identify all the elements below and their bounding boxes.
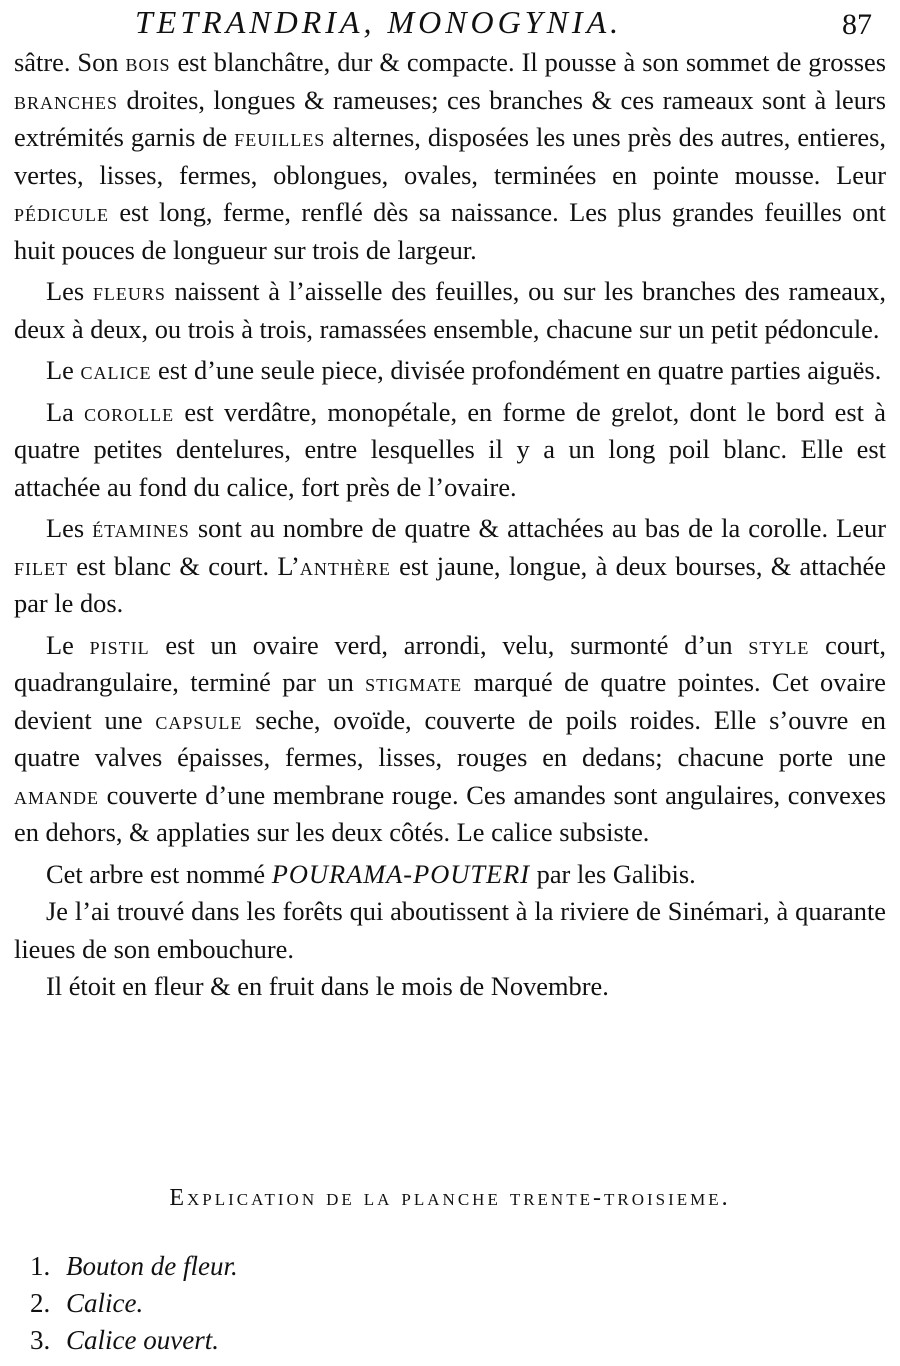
paragraph bbox=[14, 352, 886, 390]
legend-number: 3. bbox=[30, 1325, 51, 1355]
text-run: est verdâtre, monopétale, en forme de grelot, dont le bord est à quatre petites dentelures, entre lesquelles il y a un long poil blanc. Elle est attachée au fond du calice, fort près de l’ovaire. bbox=[14, 396, 886, 502]
section-heading: Explication de la planche trente-troisieme. bbox=[169, 1185, 731, 1211]
legend-item bbox=[30, 1322, 238, 1359]
text-run: droites, longues & rameuses; ces branches & ces rameaux sont à leurs extrémités garnis de bbox=[14, 84, 886, 152]
legend-text: Calice. bbox=[66, 1288, 144, 1318]
text-run: Les bbox=[46, 276, 93, 306]
paragraph bbox=[14, 968, 886, 1006]
text-run: court, quadrangulaire, terminé par un bbox=[14, 629, 886, 697]
paragraph bbox=[14, 856, 886, 894]
page-number: 87 bbox=[842, 8, 872, 41]
text-run: alternes, disposées les unes près des autres, entieres, vertes, lisses, fermes, oblongues, ovales, terminées en pointe mousse. Leur bbox=[14, 122, 886, 190]
term-small-caps: amande bbox=[14, 779, 99, 810]
text-run: est d’une seule piece, divisée profondément en quatre parties aiguës. bbox=[151, 355, 882, 385]
text-run: Le bbox=[46, 355, 81, 385]
running-head bbox=[0, 4, 900, 44]
running-head-title: TETRANDRIA, MONOGYNIA. bbox=[135, 4, 623, 40]
legend-number: 2. bbox=[30, 1288, 51, 1318]
term-small-caps: pédicule bbox=[14, 197, 109, 227]
legend-text: Bouton de fleur. bbox=[66, 1251, 238, 1281]
plate-legend bbox=[30, 1248, 238, 1359]
paragraph bbox=[14, 627, 886, 852]
term-small-caps: étamines bbox=[92, 513, 190, 543]
term-small-caps: style bbox=[748, 629, 810, 660]
paragraph bbox=[14, 893, 886, 968]
text-run: est blanc & court. L’ bbox=[68, 550, 300, 581]
text-run: par les Galibis. bbox=[530, 858, 696, 889]
term-italic: POURAMA-POUTERI bbox=[271, 858, 531, 889]
text-run: est jaune, longue, à deux bourses, & attachée par le dos. bbox=[14, 550, 886, 618]
paragraph bbox=[14, 394, 886, 507]
text-run: Je l’ai trouvé dans les forêts qui aboutissent à la riviere de Sinémari, à quarante lieues de son embouchure. bbox=[14, 896, 886, 964]
legend-number: 1. bbox=[30, 1251, 51, 1281]
text-run: couverte d’une membrane rouge. Ces amandes sont angulaires, convexes en dehors, & applaties sur les deux côtés. Le calice subsiste. bbox=[14, 779, 886, 847]
term-small-caps: corolle bbox=[84, 396, 175, 427]
legend-item bbox=[30, 1285, 238, 1322]
term-small-caps: pistil bbox=[89, 629, 150, 660]
term-small-caps: filet bbox=[14, 550, 68, 581]
body-text bbox=[14, 44, 886, 1006]
term-small-caps: feuilles bbox=[234, 122, 326, 152]
term-small-caps: fleurs bbox=[92, 276, 166, 306]
text-run: marqué de quatre pointes. Cet ovaire devient une bbox=[14, 667, 886, 735]
legend-text: Calice ouvert. bbox=[66, 1325, 219, 1355]
text-run: naissent à l’aisselle des feuilles, ou sur les branches des rameaux, deux à deux, ou trois à trois, ramassées ensemble, chacune sur un petit pédoncule. bbox=[14, 276, 886, 344]
paragraph bbox=[14, 510, 886, 623]
text-run: Cet arbre est nommé bbox=[46, 858, 272, 889]
text-run: La bbox=[46, 396, 85, 427]
term-small-caps: anthère bbox=[299, 550, 391, 581]
term-small-caps: bois bbox=[125, 47, 171, 77]
text-run: est un ovaire verd, arrondi, velu, surmonté d’un bbox=[149, 629, 749, 660]
text-run: est long, ferme, renflé dès sa naissance. Les plus grandes feuilles ont huit pouces de longueur sur trois de largeur. bbox=[14, 197, 886, 265]
paragraph bbox=[14, 273, 886, 348]
text-run: seche, ovoïde, couverte de poils roides. Elle s’ouvre en quatre valves épaisses, fermes, lisses, rouges en dedans; chacune porte une bbox=[14, 704, 886, 772]
term-small-caps: stigmate bbox=[365, 667, 463, 697]
text-run: est blanchâtre, dur & compacte. Il pousse à son sommet de grosses bbox=[170, 47, 886, 77]
paragraph bbox=[14, 44, 886, 269]
term-small-caps: capsule bbox=[155, 704, 243, 735]
legend-item bbox=[30, 1248, 238, 1285]
text-run: sâtre. Son bbox=[14, 47, 126, 77]
term-small-caps: branches bbox=[14, 84, 119, 115]
term-small-caps: calice bbox=[80, 355, 152, 385]
text-run: Le bbox=[46, 629, 90, 660]
text-run: sont au nombre de quatre & attachées au bas de la corolle. Leur bbox=[189, 513, 887, 543]
text-run: Il étoit en fleur & en fruit dans le mois de Novembre. bbox=[46, 971, 609, 1001]
text-run: Les bbox=[46, 513, 93, 543]
